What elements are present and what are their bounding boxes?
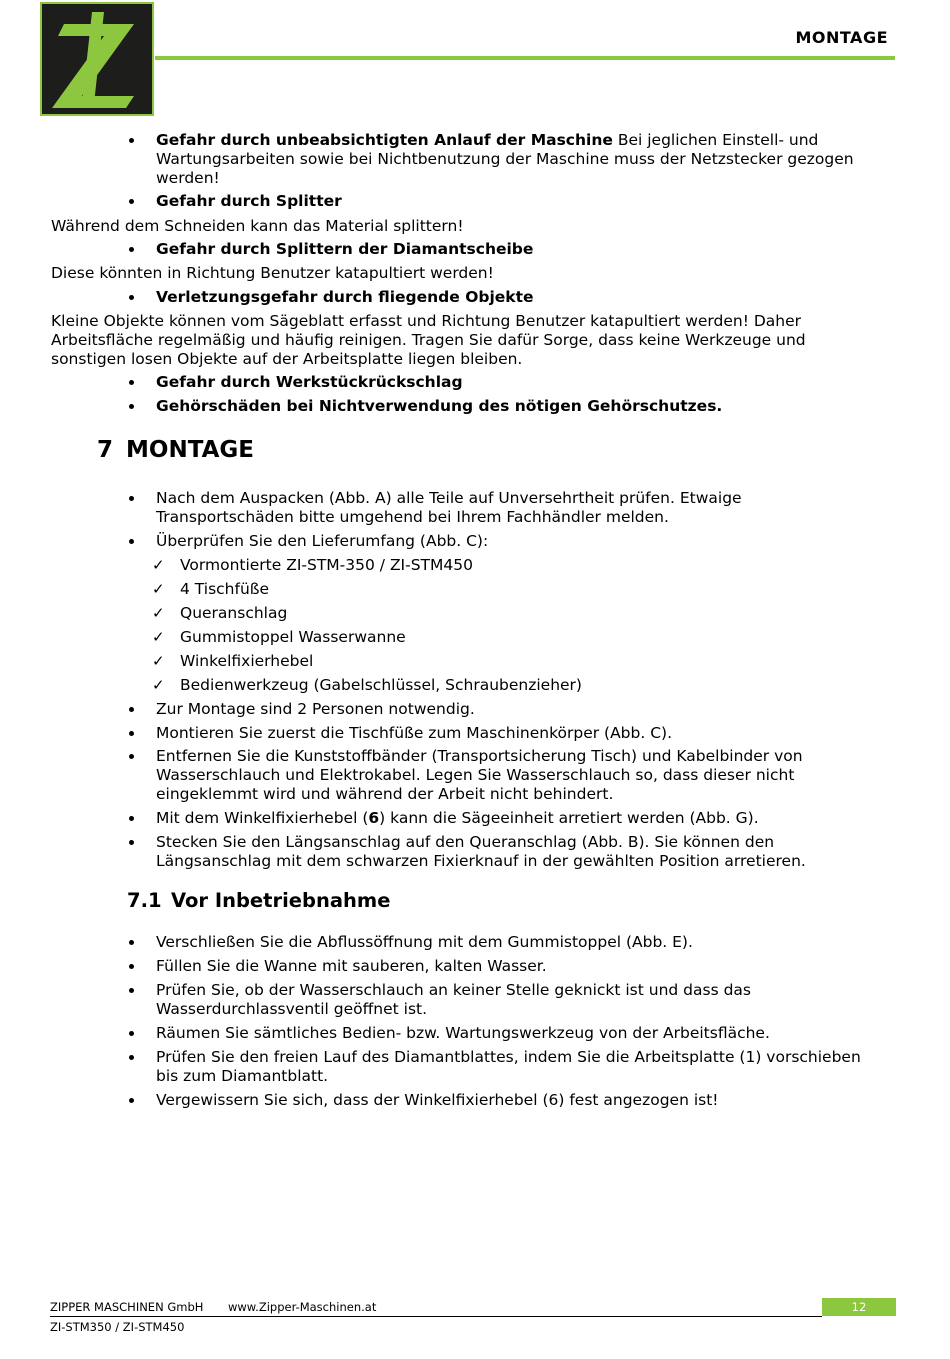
checklist-item: ✓ Queranschlag xyxy=(152,604,288,622)
check-icon: ✓ xyxy=(152,604,165,622)
list-item: Füllen Sie die Wanne mit sauberen, kalten Wasser. xyxy=(156,957,547,975)
hazard-text: Diese könnten in Richtung Benutzer katapultiert werden! xyxy=(51,264,494,282)
checklist-item: ✓ Vormontierte ZI-STM-350 / ZI-STM450 xyxy=(152,556,473,574)
footer-rule xyxy=(50,1316,822,1317)
list-item: Prüfen Sie den freien Lauf des Diamantblattes, indem Sie die Arbeitsplatte (1) vorschieben xyxy=(156,1048,861,1066)
hazard-text: werden! xyxy=(156,169,220,187)
list-item: Überprüfen Sie den Lieferumfang (Abb. C): xyxy=(156,532,489,550)
check-icon: ✓ xyxy=(152,676,165,694)
check-icon: ✓ xyxy=(152,652,165,670)
hazard-title: Gefahr durch unbeabsichtigten Anlauf der Maschine xyxy=(156,131,613,149)
list-item: Räumen Sie sämtliches Bedien- bzw. Wartungswerkzeug von der Arbeitsfläche. xyxy=(156,1024,770,1042)
hazard-title: Gehörschäden bei Nichtverwendung des nötigen Gehörschutzes. xyxy=(156,397,723,415)
list-item: Prüfen Sie, ob der Wasserschlauch an keiner Stelle geknickt ist und dass das xyxy=(156,981,752,999)
list-item: Montieren Sie zuerst die Tischfüße zum Maschinenkörper (Abb. C). xyxy=(156,724,673,742)
hazard-title: Verletzungsgefahr durch fliegende Objekte xyxy=(156,288,534,306)
footer-website-link[interactable]: www.Zipper-Maschinen.at xyxy=(228,1300,377,1314)
subsection-title: Vor Inbetriebnahme xyxy=(171,889,391,912)
hazard-text: Wartungsarbeiten sowie bei Nichtbenutzung der Maschine muss der Netzstecker gezogen xyxy=(156,150,854,168)
hazard-title: Gefahr durch Splitter xyxy=(156,192,342,210)
page-number: 12 xyxy=(822,1298,896,1316)
hazard-title: Gefahr durch Splittern der Diamantscheibe xyxy=(156,240,534,258)
hazard-text: Bei jeglichen Einstell- und xyxy=(612,131,819,149)
list-item-continuation: bis zum Diamantblatt. xyxy=(156,1067,329,1085)
list-item-continuation: Wasserschlauch und Elektrokabel. Legen Sie Wasserschlauch so, dass dieser nicht xyxy=(156,766,795,784)
list-item-continuation: eingeklemmt wird und während der Arbeit nicht behindert. xyxy=(156,785,614,803)
header-rule xyxy=(155,56,895,60)
section-heading-montage xyxy=(97,437,254,463)
section-number: 7 xyxy=(97,437,114,463)
checklist-item: ✓ Gummistoppel Wasserwanne xyxy=(152,628,406,646)
header-section-title: MONTAGE xyxy=(795,28,888,47)
list-item-continuation: Längsanschlag mit dem schwarzen Fixierknauf in der gewählten Position arretieren. xyxy=(156,852,806,870)
check-icon: ✓ xyxy=(152,580,165,598)
list-item: Mit dem Winkelfixierhebel (6) kann die Sägeeinheit arretiert werden (Abb. G). xyxy=(156,809,759,827)
zipper-logo xyxy=(40,2,154,116)
list-item: Entfernen Sie die Kunststoffbänder (Transportsicherung Tisch) und Kabelbinder von xyxy=(156,747,803,765)
section-title: MONTAGE xyxy=(126,437,254,463)
list-item-continuation: Transportschäden bitte umgehend bei Ihrem Fachhändler melden. xyxy=(156,508,669,526)
list-item: Stecken Sie den Längsanschlag auf den Queranschlag (Abb. B). Sie können den xyxy=(156,833,775,851)
list-item: Vergewissern Sie sich, dass der Winkelfixierhebel (6) fest angezogen ist! xyxy=(156,1091,719,1109)
hazard-title: Gefahr durch Werkstückrückschlag xyxy=(156,373,463,391)
subsection-number: 7.1 xyxy=(127,889,162,912)
footer-company: ZIPPER MASCHINEN GmbH xyxy=(50,1300,204,1314)
hazard-text: Arbeitsfläche regelmäßig und häufig reinigen. Tragen Sie dafür Sorge, dass keine Werkzeuge und xyxy=(51,331,806,349)
list-item: Zur Montage sind 2 Personen notwendig. xyxy=(156,700,475,718)
checklist-item: ✓ Winkelfixierhebel xyxy=(152,652,314,670)
hazard-text: Kleine Objekte können vom Sägeblatt erfasst und Richtung Benutzer katapultiert werden! Daher xyxy=(51,312,802,330)
check-icon: ✓ xyxy=(152,556,165,574)
z-logo-icon xyxy=(42,4,152,114)
list-item: Nach dem Auspacken (Abb. A) alle Teile auf Unversehrtheit prüfen. Etwaige xyxy=(156,489,742,507)
hazard-text: Während dem Schneiden kann das Material splittern! xyxy=(51,217,464,235)
subsection-heading-vor-inbetriebnahme xyxy=(127,889,390,912)
checklist-item: ✓ 4 Tischfüße xyxy=(152,580,270,598)
list-item-continuation: Wasserdurchlassventil geöffnet ist. xyxy=(156,1000,428,1018)
hazard-item xyxy=(156,131,818,150)
footer-model: ZI-STM350 / ZI-STM450 xyxy=(50,1320,185,1334)
hazard-text: sonstigen losen Objekte auf der Arbeitsplatte liegen bleiben. xyxy=(51,350,523,368)
checklist-item: ✓ Bedienwerkzeug (Gabelschlüssel, Schraubenzieher) xyxy=(152,676,582,694)
check-icon: ✓ xyxy=(152,628,165,646)
list-item: Verschließen Sie die Abflussöffnung mit dem Gummistoppel (Abb. E). xyxy=(156,933,693,951)
